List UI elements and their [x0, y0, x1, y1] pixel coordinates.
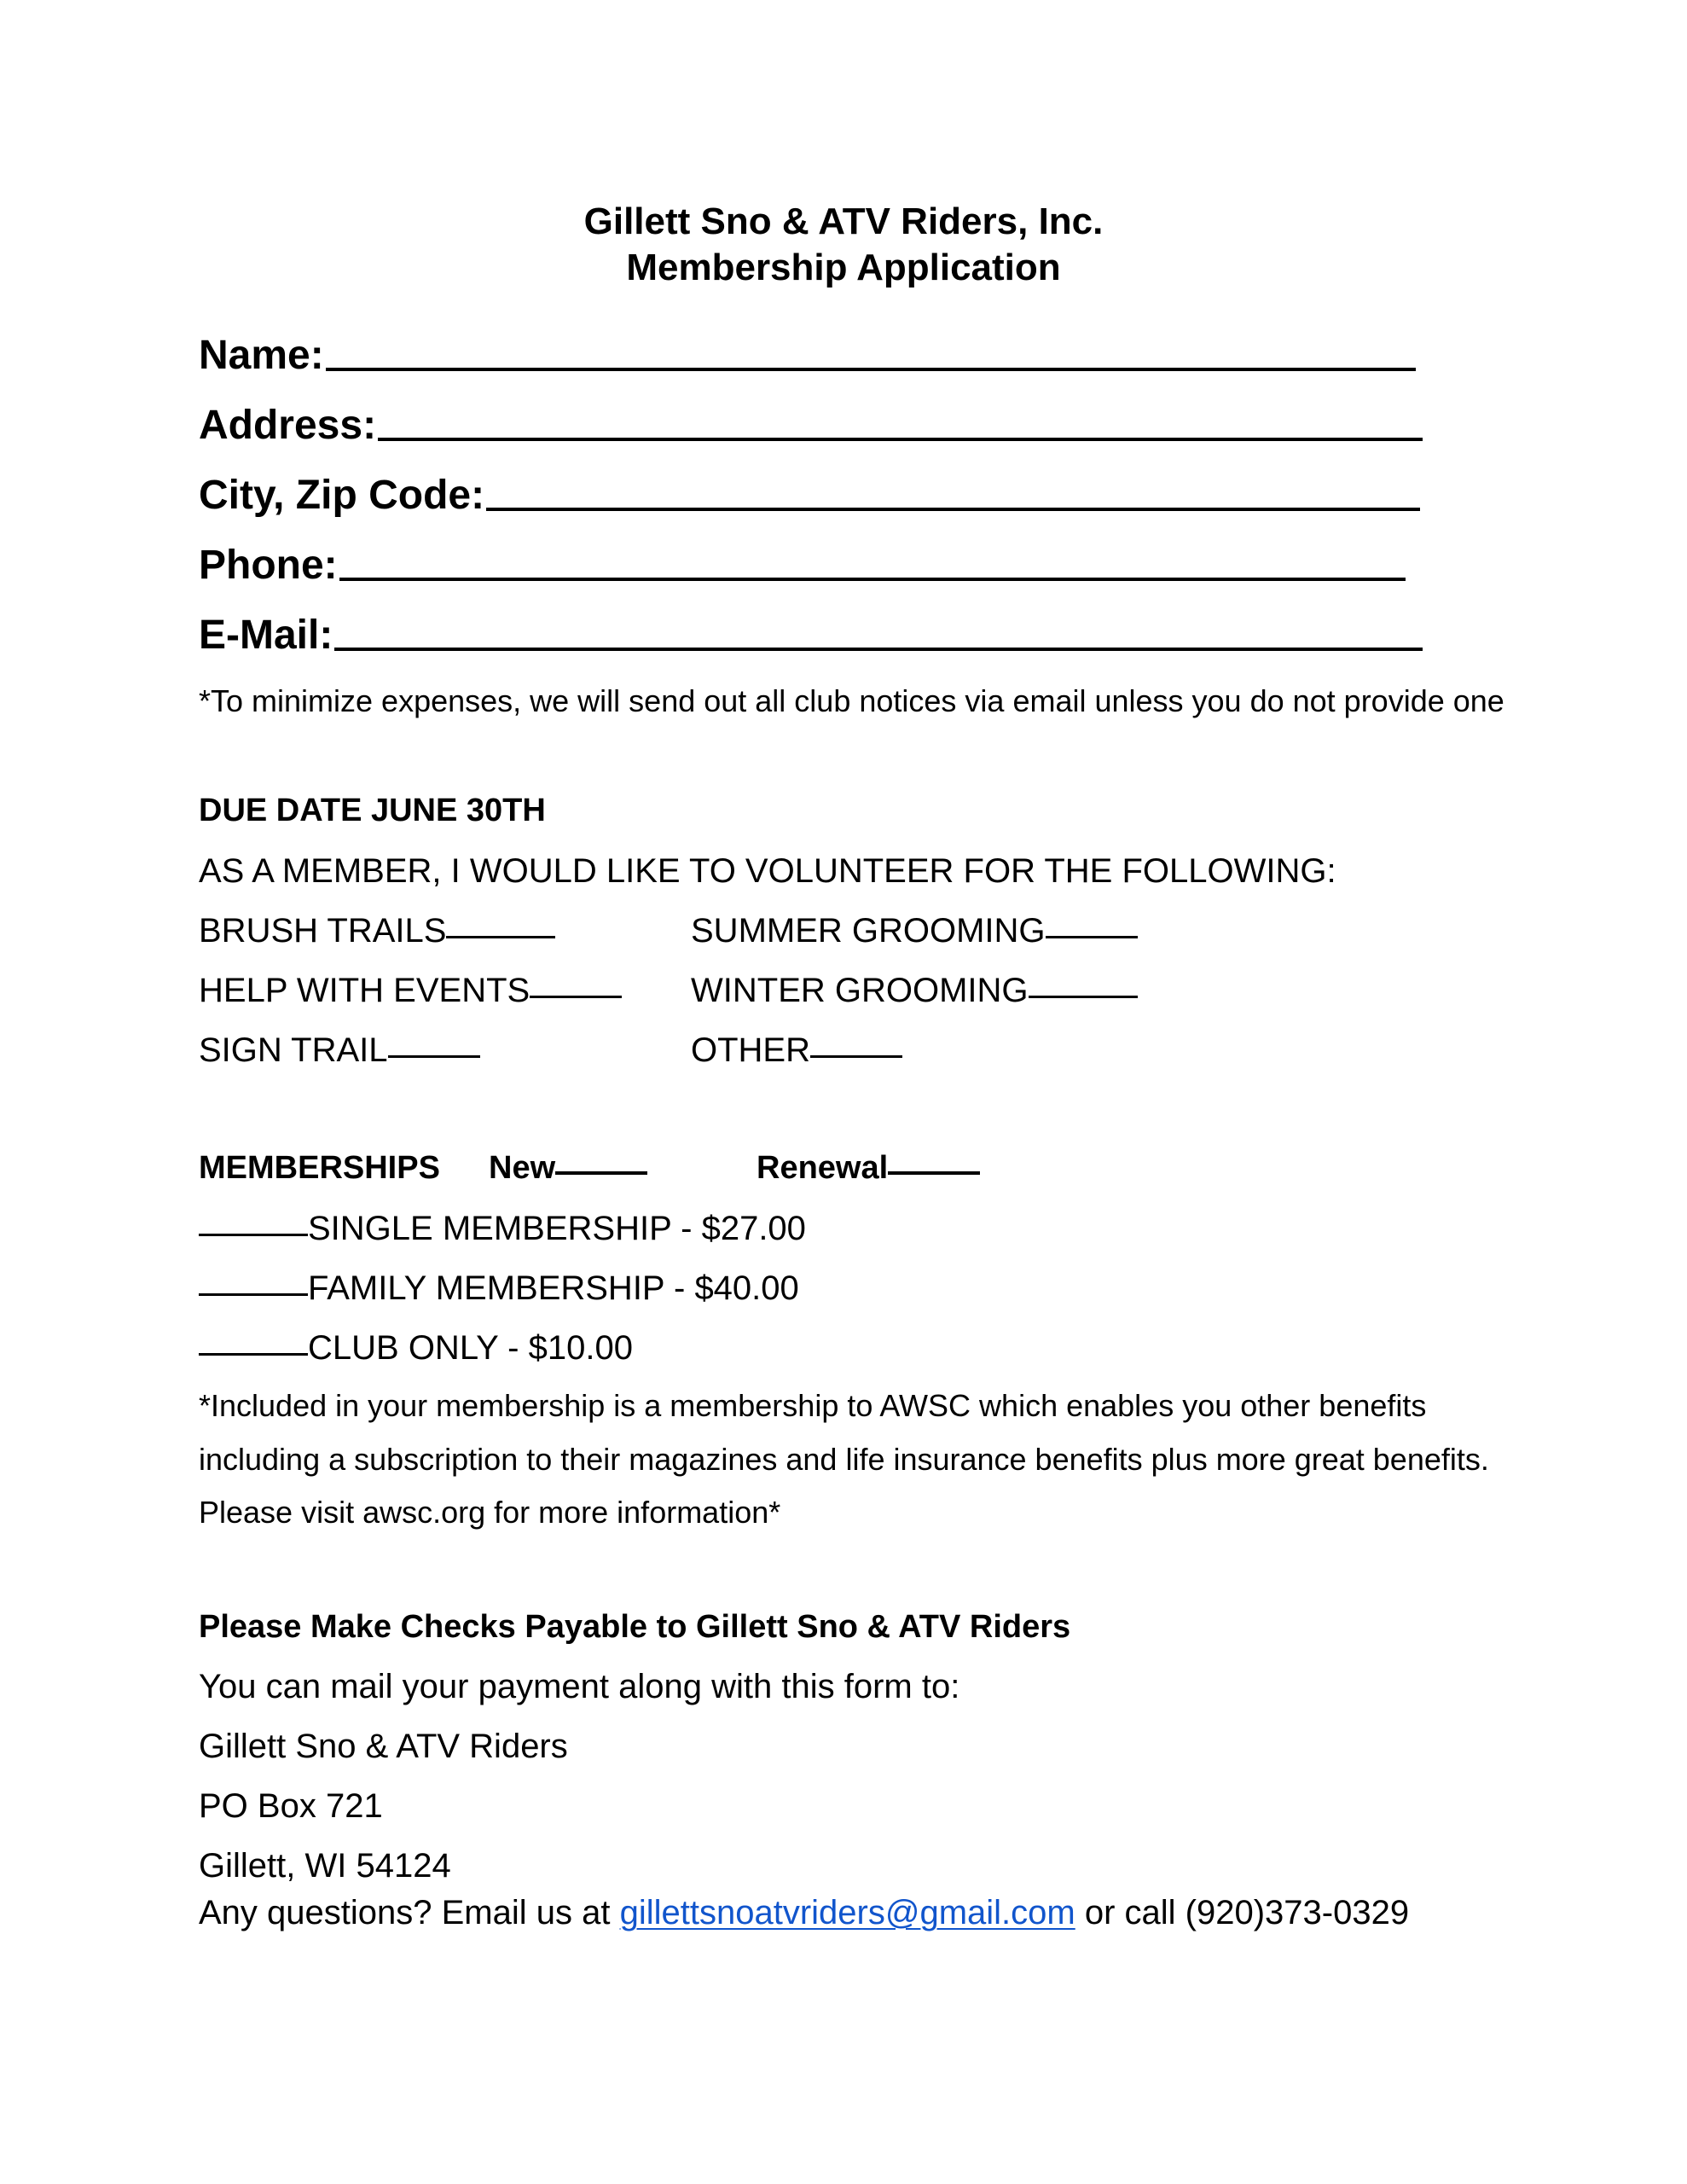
- volunteer-option-other[interactable]: OTHER: [691, 1033, 902, 1067]
- new-blank[interactable]: [555, 1168, 647, 1175]
- city-zip-line[interactable]: [486, 504, 1420, 511]
- city-zip-label: City, Zip Code:: [199, 473, 485, 518]
- phone-label: Phone:: [199, 543, 338, 588]
- help-events-blank[interactable]: [530, 993, 622, 998]
- email-note: *To minimize expenses, we will send out all club notices via email unless you do not provide one: [199, 683, 1504, 718]
- family-membership-option[interactable]: FAMILY MEMBERSHIP - $40.00: [199, 1271, 799, 1305]
- email-label: E-Mail:: [199, 613, 333, 658]
- phone-line[interactable]: [339, 574, 1406, 581]
- awsc-note-line-2: including a subscription to their magazines and life insurance benefits plus more great benefits.: [199, 1442, 1489, 1477]
- phone-field[interactable]: [199, 545, 1406, 586]
- volunteer-option-sign-trail[interactable]: SIGN TRAIL: [199, 1033, 480, 1067]
- contact-email-link[interactable]: gillettsnoatvriders@gmail.com: [619, 1894, 1075, 1931]
- winter-grooming-blank[interactable]: [1029, 993, 1138, 998]
- club-only-option[interactable]: CLUB ONLY - $10.00: [199, 1331, 633, 1365]
- volunteer-option-summer-grooming[interactable]: SUMMER GROOMING: [691, 914, 1138, 948]
- family-membership-blank[interactable]: [199, 1291, 308, 1296]
- volunteer-option-brush-trails[interactable]: BRUSH TRAILS: [199, 914, 555, 948]
- email-line[interactable]: [334, 644, 1423, 651]
- name-field[interactable]: [199, 335, 1416, 376]
- volunteer-option-winter-grooming[interactable]: WINTER GROOMING: [691, 973, 1138, 1008]
- email-field[interactable]: [199, 615, 1423, 656]
- form-subtitle: Membership Application: [626, 247, 1061, 288]
- sign-trail-blank[interactable]: [388, 1053, 480, 1058]
- address-field[interactable]: [199, 405, 1423, 446]
- name-label: Name:: [199, 333, 324, 378]
- single-membership-option[interactable]: SINGLE MEMBERSHIP - $27.00: [199, 1211, 806, 1246]
- mail-address-line-2: PO Box 721: [199, 1787, 383, 1825]
- awsc-note-line-1: *Included in your membership is a membership to AWSC which enables you other benefits: [199, 1388, 1427, 1423]
- membership-new-option[interactable]: New: [489, 1152, 647, 1184]
- volunteer-intro: AS A MEMBER, I WOULD LIKE TO VOLUNTEER FOR THE FOLLOWING:: [199, 852, 1336, 890]
- city-zip-field[interactable]: [199, 475, 1420, 516]
- mail-address-line-3: Gillett, WI 54124: [199, 1847, 451, 1885]
- questions-suffix: or call (920)373-0329: [1075, 1894, 1410, 1931]
- mail-address-line-1: Gillett Sno & ATV Riders: [199, 1728, 568, 1765]
- renewal-blank[interactable]: [888, 1168, 980, 1175]
- single-membership-blank[interactable]: [199, 1231, 308, 1236]
- other-blank[interactable]: [810, 1053, 902, 1058]
- summer-grooming-blank[interactable]: [1046, 933, 1138, 938]
- address-line[interactable]: [378, 434, 1423, 441]
- questions-prefix: Any questions? Email us at: [199, 1894, 620, 1931]
- mail-intro: You can mail your payment along with this form to:: [199, 1668, 960, 1705]
- membership-renewal-option[interactable]: Renewal: [757, 1152, 980, 1184]
- form-title: Gillett Sno & ATV Riders, Inc.: [583, 200, 1104, 242]
- brush-trails-blank[interactable]: [446, 933, 555, 938]
- volunteer-option-help-with-events[interactable]: HELP WITH EVENTS: [199, 973, 622, 1008]
- club-only-blank[interactable]: [199, 1350, 308, 1356]
- name-line[interactable]: [326, 364, 1416, 371]
- address-label: Address:: [199, 403, 377, 448]
- payment-heading: Please Make Checks Payable to Gillett Sno & ATV Riders: [199, 1609, 1071, 1645]
- awsc-note-line-3: Please visit awsc.org for more information*: [199, 1495, 781, 1530]
- questions-line: [199, 1896, 1409, 1930]
- memberships-heading: MEMBERSHIPS: [199, 1150, 440, 1186]
- due-date-heading: DUE DATE JUNE 30TH: [199, 793, 546, 828]
